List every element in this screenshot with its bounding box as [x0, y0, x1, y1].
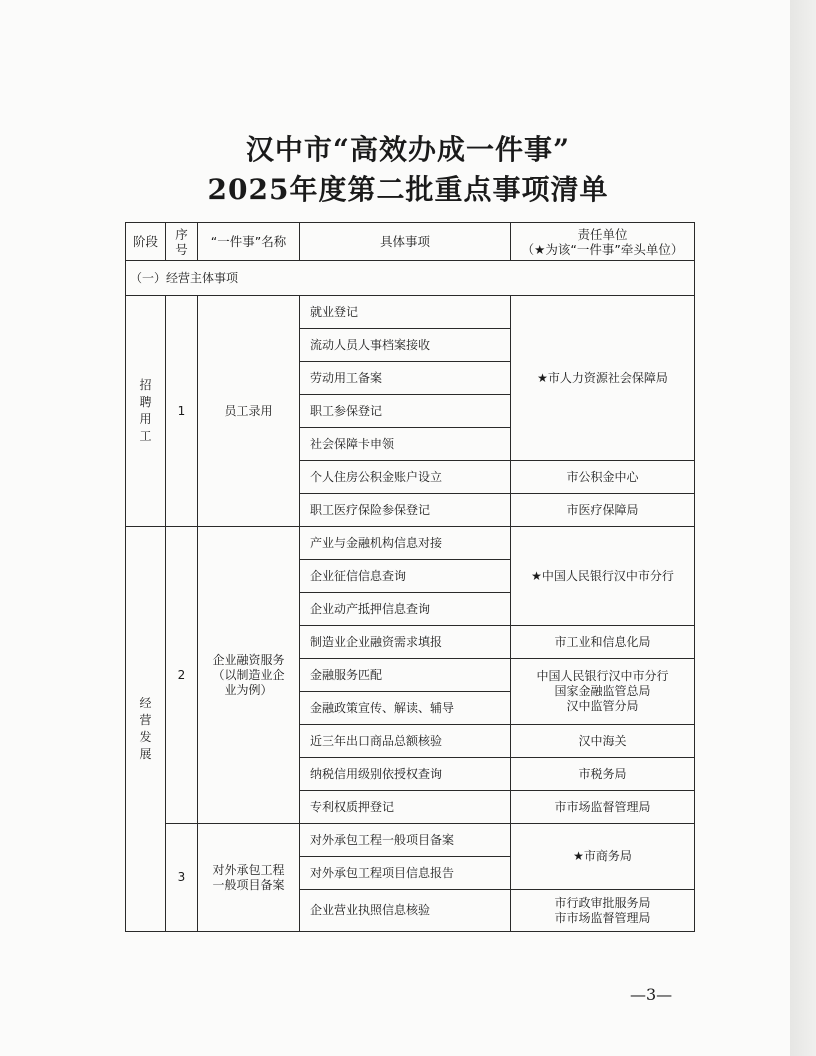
header-resp-line1: 责任单位 — [577, 226, 628, 242]
resp-cell — [511, 890, 695, 932]
matter-name-cell — [198, 824, 300, 932]
table-row — [126, 824, 695, 857]
resp-cell — [511, 659, 695, 725]
table-row — [126, 296, 695, 329]
item-cell: 近三年出口商品总额核验 — [300, 725, 511, 758]
table-header-row — [126, 223, 695, 261]
stage-label: 经营发展 — [139, 696, 152, 761]
document-title-line1: 汉中市“高效办成一件事” — [245, 133, 571, 166]
resp-line: 市行政审批服务局 — [554, 895, 651, 910]
stage-cell — [126, 527, 166, 932]
document-title-line2: 2025年度第二批重点事项清单 — [207, 173, 609, 206]
header-resp-line2: （★为该“一件事”牵头单位） — [521, 241, 684, 257]
item-cell: 对外承包工程项目信息报告 — [300, 857, 511, 890]
section-title: （一）经营主体事项 — [126, 261, 695, 296]
item-cell: 金融政策宣传、解读、辅导 — [300, 692, 511, 725]
seq-cell: 1 — [166, 296, 198, 527]
header-stage-label: 阶段 — [132, 234, 158, 249]
resp-cell: ★市人力资源社会保障局 — [511, 296, 695, 461]
item-cell: 对外承包工程一般项目备案 — [300, 824, 511, 857]
seq-cell: 2 — [166, 527, 198, 824]
seq-cell: 3 — [166, 824, 198, 932]
resp-line: 汉中监管分局 — [566, 699, 639, 713]
header-seq — [166, 223, 198, 261]
scan-edge — [790, 0, 816, 1056]
stage-cell — [126, 296, 166, 527]
stage-label: 招聘用工 — [139, 378, 152, 443]
resp-line: 市市场监督管理局 — [554, 910, 651, 925]
header-name: “一件事”名称 — [198, 223, 300, 261]
matter-name-cell — [198, 527, 300, 824]
resp-cell: 市医疗保障局 — [511, 494, 695, 527]
item-cell: 企业营业执照信息核验 — [300, 890, 511, 932]
item-cell: 企业动产抵押信息查询 — [300, 593, 511, 626]
resp-cell: 市税务局 — [511, 758, 695, 791]
resp-cell: ★市商务局 — [511, 824, 695, 890]
header-item: 具体事项 — [300, 223, 511, 261]
header-stage — [126, 223, 166, 261]
table-row — [126, 527, 695, 560]
item-cell: 劳动用工备案 — [300, 362, 511, 395]
item-cell: 产业与金融机构信息对接 — [300, 527, 511, 560]
matter-name-cell: 员工录用 — [198, 296, 300, 527]
section-row — [126, 261, 695, 296]
item-cell: 就业登记 — [300, 296, 511, 329]
header-seq-label: 序号 — [175, 226, 188, 257]
resp-cell: 汉中海关 — [511, 725, 695, 758]
item-cell: 企业征信信息查询 — [300, 560, 511, 593]
item-cell: 制造业企业融资需求填报 — [300, 626, 511, 659]
matter-name-label: 对外承包工程一般项目备案 — [212, 862, 285, 892]
item-cell: 职工医疗保险参保登记 — [300, 494, 511, 527]
item-cell: 专利权质押登记 — [300, 791, 511, 824]
matters-table — [125, 222, 695, 932]
page-number: —3— — [630, 985, 673, 1004]
item-cell: 金融服务匹配 — [300, 659, 511, 692]
item-cell: 社会保障卡申领 — [300, 428, 511, 461]
item-cell: 流动人员人事档案接收 — [300, 329, 511, 362]
resp-line: 国家金融监管总局 — [554, 684, 651, 698]
resp-cell: ★中国人民银行汉中市分行 — [511, 527, 695, 626]
item-cell: 职工参保登记 — [300, 395, 511, 428]
item-cell: 个人住房公积金账户设立 — [300, 461, 511, 494]
header-resp — [511, 223, 695, 261]
item-cell: 纳税信用级别依授权查询 — [300, 758, 511, 791]
resp-cell: 市公积金中心 — [511, 461, 695, 494]
matter-name-label: 企业融资服务（以制造业企业为例） — [212, 652, 285, 697]
resp-cell: 市工业和信息化局 — [511, 626, 695, 659]
resp-line: 中国人民银行汉中市分行 — [536, 669, 669, 683]
resp-cell: 市市场监督管理局 — [511, 791, 695, 824]
